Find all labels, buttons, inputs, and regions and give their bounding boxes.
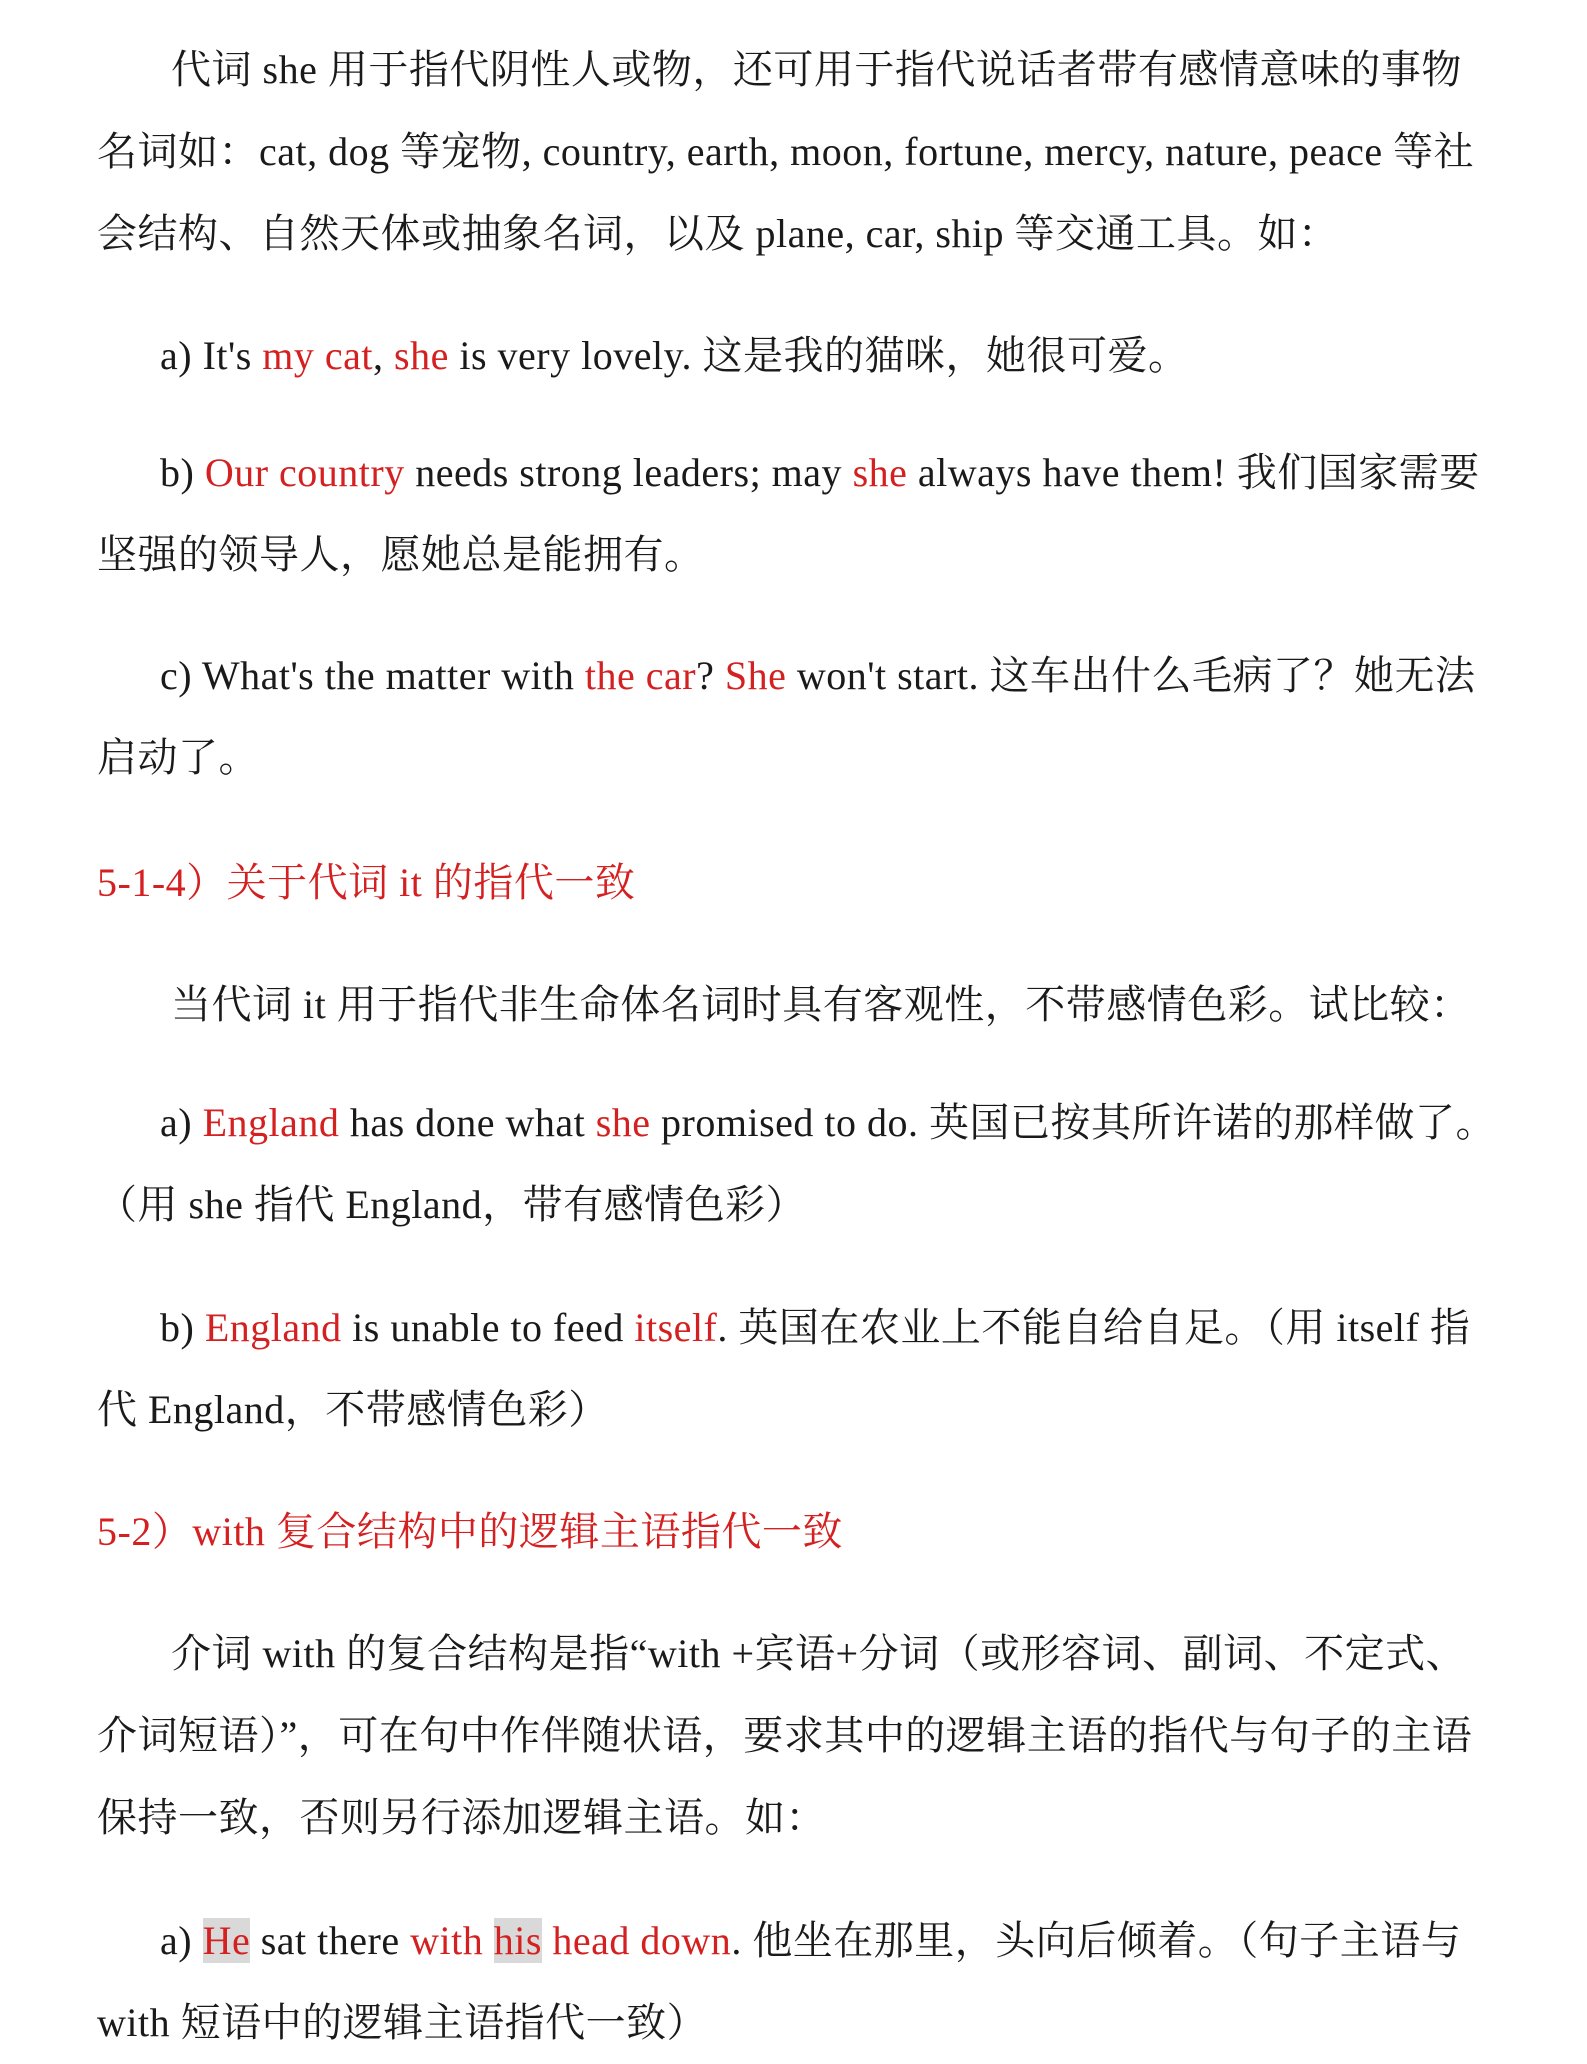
- highlighted-noun: my cat: [262, 333, 374, 378]
- highlighted-phrase: head down: [541, 1918, 732, 1963]
- example-text: needs strong leaders; may: [404, 450, 853, 495]
- example-text: b): [160, 450, 205, 495]
- paragraph-text: 介词 with 的复合结构是指“with +宾语+分词（或形容词、副词、不定式、介词短语）”，可在句中作伴随状语，要求其中的逻辑主语的指代与句子的主语保持一致，否则另行添加逻辑主语。如：: [97, 1631, 1473, 1840]
- example-a-cat: [97, 315, 1497, 397]
- highlighted-pronoun: she: [852, 450, 908, 495]
- paragraph-text: 当代词 it 用于指代非生命体名词时具有客观性，不带感情色彩。试比较：: [171, 982, 1471, 1027]
- highlighted-pronoun: she: [394, 333, 449, 378]
- example-text: . 他坐在那里，头向后倾着。（句子主语与 with 短语中的逻辑主语指代一致）: [97, 1918, 1462, 2045]
- example-he-sat: [97, 1900, 1497, 2064]
- highlighted-noun: Our country: [204, 450, 405, 495]
- example-text: b): [160, 1305, 205, 1350]
- example-c-car: [97, 635, 1497, 799]
- example-text: is unable to feed: [341, 1305, 635, 1350]
- example-text: c) What's the matter with: [160, 653, 585, 698]
- paragraph-with-structure: [97, 1613, 1497, 1859]
- paragraph-she-usage: [97, 29, 1497, 275]
- example-text: a): [160, 1918, 203, 1963]
- example-text: a) It's: [160, 333, 263, 378]
- section-heading-5-2: 5-2）with 复合结构中的逻辑主语指代一致: [97, 1509, 843, 1554]
- example-text: is very lovely. 这是我的猫咪，她很可爱。: [448, 333, 1189, 378]
- example-text: sat there: [250, 1918, 411, 1963]
- highlighted-with: with: [410, 1918, 494, 1963]
- example-text: a): [160, 1100, 203, 1145]
- example-text: has done what: [339, 1100, 596, 1145]
- example-text: ,: [373, 333, 395, 378]
- paragraph-text: 代词 she 用于指代阴性人或物，还可用于指代说话者带有感情意味的事物名词如：cat, dog 等宠物, country, earth, moon, fortune, mercy, nature, peace 等社会结构、自然天体或抽象名词，以及 plane, car, ship 等交通工具。如：: [97, 47, 1475, 256]
- highlighted-pronoun: she: [595, 1100, 651, 1145]
- highlighted-subject: He: [202, 1918, 251, 1963]
- section-heading-5-1-4: 5-1-4）关于代词 it 的指代一致: [97, 860, 636, 905]
- highlighted-noun: England: [204, 1305, 342, 1350]
- paragraph-it-usage: [97, 964, 1497, 1046]
- highlighted-noun: England: [202, 1100, 340, 1145]
- highlighted-pronoun: She: [724, 653, 787, 698]
- example-text: promised to do. 英国已按其所许诺的那样做了。（用 she 指代 England，带有感情色彩）: [97, 1100, 1497, 1227]
- example-b-country: [97, 432, 1497, 596]
- example-england-she: [97, 1082, 1497, 1246]
- example-england-itself: [97, 1287, 1497, 1451]
- highlighted-logical-subject: his: [493, 1918, 542, 1963]
- example-text: . 英国在农业上不能自给自足。（用 itself 指代 England，不带感情色彩）: [97, 1305, 1471, 1432]
- example-text: ?: [696, 653, 725, 698]
- highlighted-noun: the car: [584, 653, 697, 698]
- example-text: won't start. 这车出什么毛病了？她无法启动了。: [97, 653, 1476, 780]
- highlighted-pronoun: itself: [634, 1305, 718, 1350]
- example-text: always have them! 我们国家需要坚强的领导人，愿她总是能拥有。: [97, 450, 1480, 577]
